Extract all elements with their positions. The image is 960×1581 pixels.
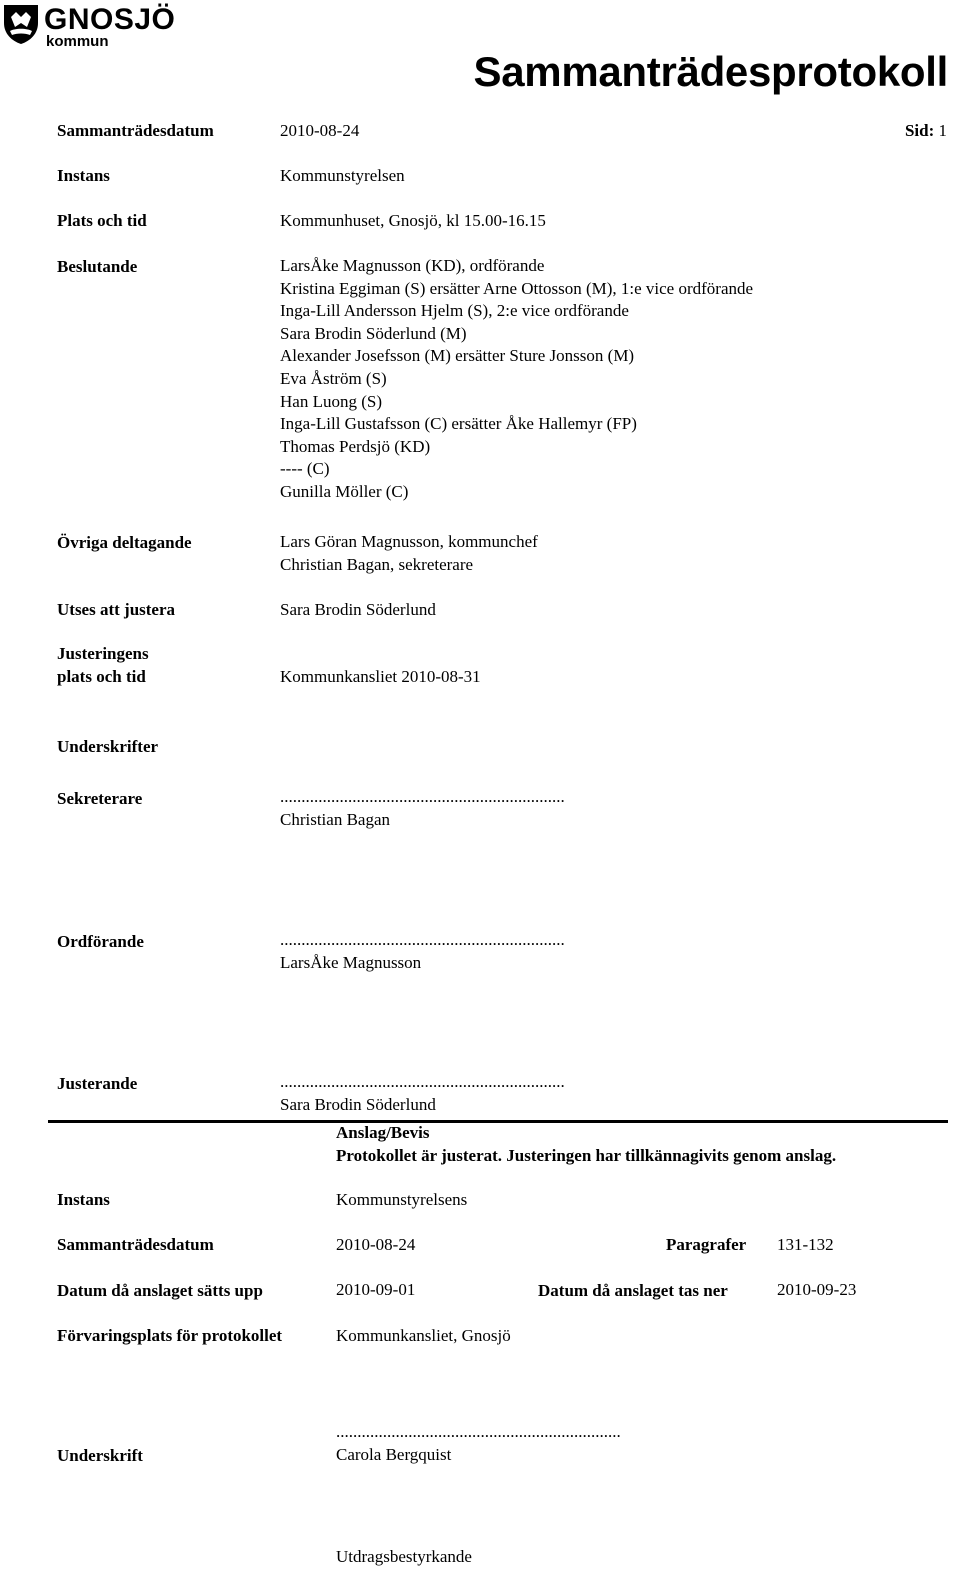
instance-label: Instans <box>57 166 110 185</box>
other-participant: Lars Göran Magnusson, kommunchef <box>280 532 538 551</box>
deciders-label: Beslutande <box>57 257 138 276</box>
secretary-name: Christian Bagan <box>280 809 391 829</box>
secretary-label: Sekreterare <box>57 789 143 808</box>
decider-item: Thomas Perdsjö (KD) <box>280 436 431 456</box>
instance-value: Kommunstyrelsen <box>280 166 405 185</box>
decider-item: LarsÅke Magnusson (KD), ordförande <box>280 256 545 275</box>
others-list <box>280 531 538 576</box>
notice-statement: Protokollet är justerat. Justeringen har tillkännagivits genom anslag. <box>336 1145 837 1165</box>
signatures-heading: Underskrifter <box>57 737 159 756</box>
storage-value: Kommunkansliet, Gnosjö <box>336 1326 511 1345</box>
adjuster-signature <box>280 1071 565 1116</box>
meeting-date: 2010-08-24 <box>280 121 360 140</box>
page-label: Sid: <box>904 121 935 140</box>
adjuster-label: Utses att justera <box>57 600 176 619</box>
notice-instance-label: Instans <box>57 1190 110 1209</box>
place-value: Kommunhuset, Gnosjö, kl 15.00-16.15 <box>280 211 546 230</box>
others-label: Övriga deltagande <box>57 533 192 552</box>
signer-name: Carola Bergquist <box>336 1444 452 1464</box>
posted-label: Datum då anslaget sätts upp <box>57 1281 263 1300</box>
gnosjo-crest-icon <box>2 3 40 45</box>
deciders-list <box>280 255 753 504</box>
signature-line: ................................................................... <box>280 787 565 806</box>
decider-item: Inga-Lill Gustafsson (C) ersätter Åke Hallemyr (FP) <box>280 414 637 434</box>
place-label: Plats och tid <box>57 211 147 230</box>
decider-item: Eva Åström (S) <box>280 368 387 388</box>
decider-item: Alexander Josefsson (M) ersätter Sture Jonsson (M) <box>280 346 635 366</box>
notice-date-label: Sammanträdesdatum <box>57 1235 214 1254</box>
decider-item: Sara Brodin Söderlund (M) <box>280 323 467 343</box>
chair-signature <box>280 929 565 974</box>
page-value: 1 <box>938 121 947 140</box>
adjust-place-label-1: Justeringens <box>57 644 149 663</box>
paragraphs-label: Paragrafer <box>666 1235 747 1254</box>
notice-date: 2010-08-24 <box>336 1235 416 1254</box>
secretary-signature <box>280 786 565 831</box>
chair-name: LarsÅke Magnusson <box>280 952 422 972</box>
adjust-place-label-2: plats och tid <box>57 666 146 686</box>
storage-label: Förvaringsplats för protokollet <box>57 1326 283 1345</box>
adjuster-value: Sara Brodin Söderlund <box>280 600 436 619</box>
decider-item: Inga-Lill Andersson Hjelm (S), 2:e vice ordförande <box>280 301 629 321</box>
adjust-place-label <box>57 643 149 688</box>
notice-heading-block <box>336 1122 836 1167</box>
other-participant: Christian Bagan, sekreterare <box>280 554 474 574</box>
date-label: Sammanträdesdatum <box>57 121 214 140</box>
removed-date: 2010-09-23 <box>777 1280 857 1299</box>
logo-name: GNOSJÖ <box>44 3 176 36</box>
signature-line: ................................................................... <box>280 1072 565 1091</box>
adjust-place-value: Kommunkansliet 2010-08-31 <box>280 667 481 686</box>
adjuster-name: Sara Brodin Söderlund <box>280 1094 436 1114</box>
page-title: Sammanträdesprotokoll <box>473 48 948 95</box>
decider-item: Kristina Eggiman (S) ersätter Arne Ottosson (M), 1:e vice ordförande <box>280 278 754 298</box>
logo-sub: kommun <box>46 33 109 50</box>
signature-line: ................................................................... <box>336 1422 621 1441</box>
notice-instance: Kommunstyrelsens <box>336 1190 468 1209</box>
notice-heading: Anslag/Bevis <box>336 1123 430 1142</box>
signature-label: Underskrift <box>57 1446 143 1465</box>
certification-label: Utdragsbestyrkande <box>336 1547 472 1566</box>
page-number <box>905 121 947 141</box>
notice-signature <box>336 1421 621 1466</box>
paragraphs-value: 131-132 <box>777 1235 834 1254</box>
removed-label: Datum då anslaget tas ner <box>538 1281 728 1300</box>
chair-label: Ordförande <box>57 932 144 951</box>
adjuster-sign-label: Justerande <box>57 1074 138 1093</box>
decider-item: Han Luong (S) <box>280 391 382 411</box>
decider-item: Gunilla Möller (C) <box>280 481 409 501</box>
signature-line: ................................................................... <box>280 930 565 949</box>
posted-date: 2010-09-01 <box>336 1280 416 1299</box>
decider-item: ---- (C) <box>280 459 330 479</box>
